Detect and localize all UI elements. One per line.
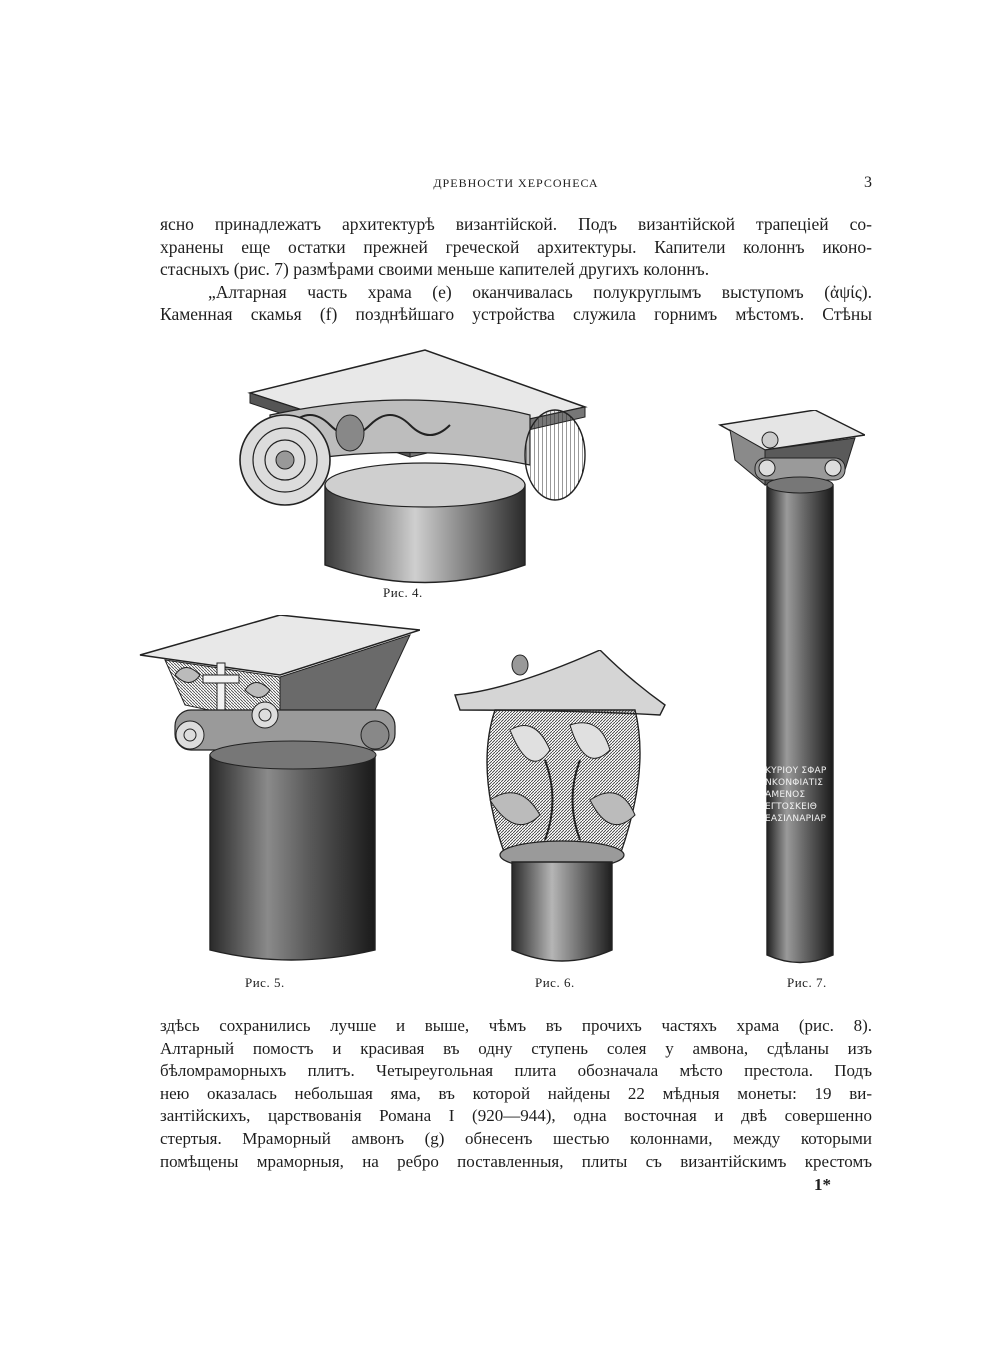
text-line: здѣсь сохранились лучше и выше, чѣмъ въ прочихъ частяхъ храма (рис. 8). <box>160 1016 872 1035</box>
cross-capital-illustration <box>135 615 420 975</box>
figure-7-iconostasis-column <box>715 410 865 990</box>
text-line: помѣщены мраморныя, на ребро поставленныя, плиты съ византійскимъ крестомъ <box>160 1151 872 1171</box>
text-line: зантійскихъ, царствованія Романа I (920—944), одна восточная и двѣ совершенно <box>160 1106 872 1126</box>
figure-caption: Рис. 4. <box>383 585 423 600</box>
figure-5-cross-capital <box>135 615 420 990</box>
iconostasis-column-illustration <box>715 410 865 975</box>
inscription-line: ΑΜΕΝΟΣ <box>765 790 806 800</box>
text-line: „Алтарная часть храма (e) оканчивалась полукруглымъ выступомъ (ἀψίς). <box>208 281 872 302</box>
inscription-line: ΕΓΤΟΣΚΕΙΘ <box>765 802 818 812</box>
inscription-line: ΚΥΡΙΟΥ ΣΦΑΡ <box>765 766 827 776</box>
paragraph-bottom <box>160 1015 872 1173</box>
page-number: 3 <box>864 174 872 191</box>
text-line: стертыя. Мраморный амвонъ (g) обнесенъ шестью колоннами, между которыми <box>160 1128 872 1148</box>
running-title: ДРЕВНОСТИ ХЕРСОНЕСА <box>433 176 599 190</box>
figure-caption: Рис. 7. <box>787 975 827 990</box>
figure-caption: Рис. 5. <box>245 975 285 990</box>
paragraph-top <box>160 213 872 326</box>
corinthian-capital-illustration <box>450 650 680 975</box>
inscription-line: ΕΑΣΙΛΝΑΡΙΑΡ <box>765 814 827 824</box>
ionic-capital-illustration <box>230 345 590 595</box>
figure-6-corinthian-capital <box>450 650 680 990</box>
column-inscription <box>765 765 845 825</box>
figure-4-ionic-capital <box>230 345 590 600</box>
text-line: нею оказалась небольшая яма, въ которой найдены 22 мѣдныя монеты: 19 ви- <box>160 1083 872 1103</box>
text-line: Алтарный помостъ и красивая въ одну ступень солея у амвона, сдѣланы изъ <box>160 1038 872 1058</box>
figure-caption: Рис. 6. <box>535 975 575 990</box>
text-line: бѣломраморныхъ плитъ. Четыреугольная плита обозначала мѣсто престола. Подъ <box>160 1061 872 1081</box>
text-line: стасныхъ (рис. 7) размѣрами своими меньше капителей другихъ колоннъ. <box>160 259 710 280</box>
text-line: Каменная скамья (f) позднѣйшаго устройства служила горнимъ мѣстомъ. Стѣны <box>160 304 872 325</box>
text-line: хранены еще остатки прежней греческой архитектуры. Капители колоннъ иконо- <box>160 236 872 257</box>
signature-mark: 1* <box>814 1175 831 1194</box>
inscription-line: ΝΚΟΝΦΙΑΤΙΣ <box>765 778 824 788</box>
text-line: ясно принадлежатъ архитектурѣ византійской. Подъ византійской трапеціей со- <box>160 214 872 234</box>
running-header <box>160 176 872 198</box>
